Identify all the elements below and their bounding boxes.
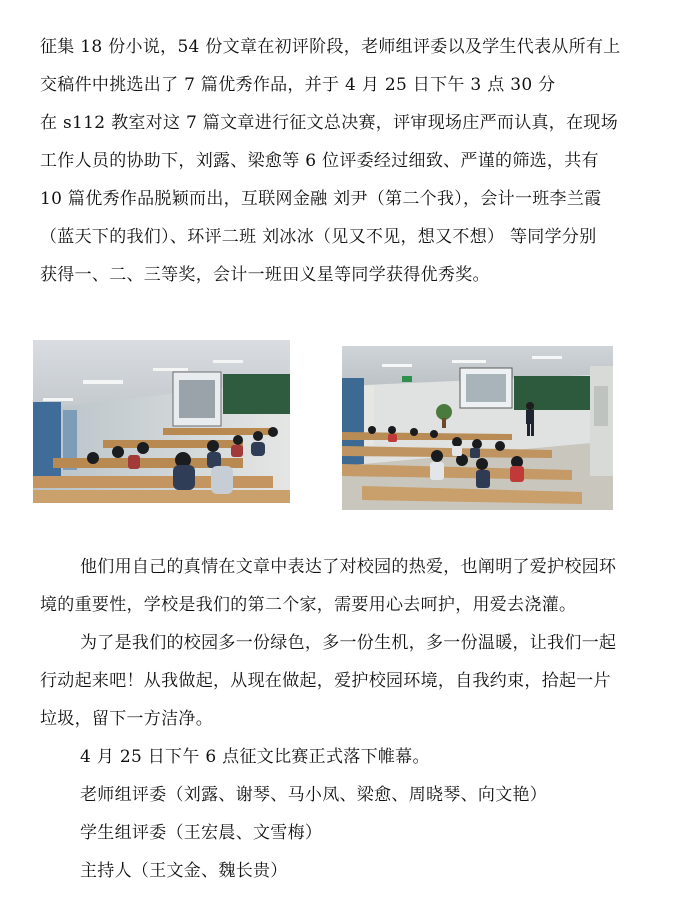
intro-paragraph <box>40 28 665 294</box>
intro-line: 在 s112 教室对这 7 篇文章进行征文总决赛，评审现场庄严而认真，在现场 <box>40 113 619 133</box>
intro-line: 获得一、二、三等奖，会计一班田义星等同学获得优秀奖。 <box>40 265 490 285</box>
classroom-photo-right <box>342 346 613 510</box>
closing-line: 4 月 25 日下午 6 点征文比赛正式落下帷幕。 <box>80 747 430 767</box>
intro-line: 征集 18 份小说，54 份文章在初评阶段，老师组评委以及学生代表从所有上 <box>40 37 621 57</box>
classroom-photo-left <box>33 340 290 503</box>
body-paragraphs <box>40 548 665 890</box>
paragraph-line: 行动起来吧！从我做起，从现在做起，爱护校园环境，自我约束，拾起一片 <box>40 671 611 691</box>
hosts-line: 主持人（王文金、魏长贵） <box>80 861 288 881</box>
student-judges-line: 学生组评委（王宏晨、文雪梅） <box>80 823 323 843</box>
paragraph-line: 为了是我们的校园多一份绿色，多一份生机，多一份温暖，让我们一起 <box>80 633 617 653</box>
intro-line: 工作人员的协助下，刘露、梁愈等 6 位评委经过细致、严谨的筛选，共有 <box>40 151 599 171</box>
paragraph-line: 境的重要性，学校是我们的第二个家，需要用心去呵护，用爱去浇灌。 <box>40 595 577 615</box>
intro-line: （蓝天下的我们）、环评二班 刘冰冰（见又不见，想又不想） 等同学分别 <box>40 227 597 247</box>
paragraph-line: 垃圾，留下一方洁净。 <box>40 709 213 729</box>
intro-line: 交稿件中挑选出了 7 篇优秀作品，并于 4 月 25 日下午 3 点 30 分 <box>40 75 556 95</box>
paragraph-line: 他们用自己的真情在文章中表达了对校园的热爱，也阐明了爱护校园环 <box>80 557 617 577</box>
intro-line: 10 篇优秀作品脱颖而出，互联网金融 刘尹（第二个我），会计一班李兰霞 <box>40 189 602 209</box>
teacher-judges-line: 老师组评委（刘露、谢琴、马小凤、梁愈、周晓琴、向文艳） <box>80 785 548 805</box>
